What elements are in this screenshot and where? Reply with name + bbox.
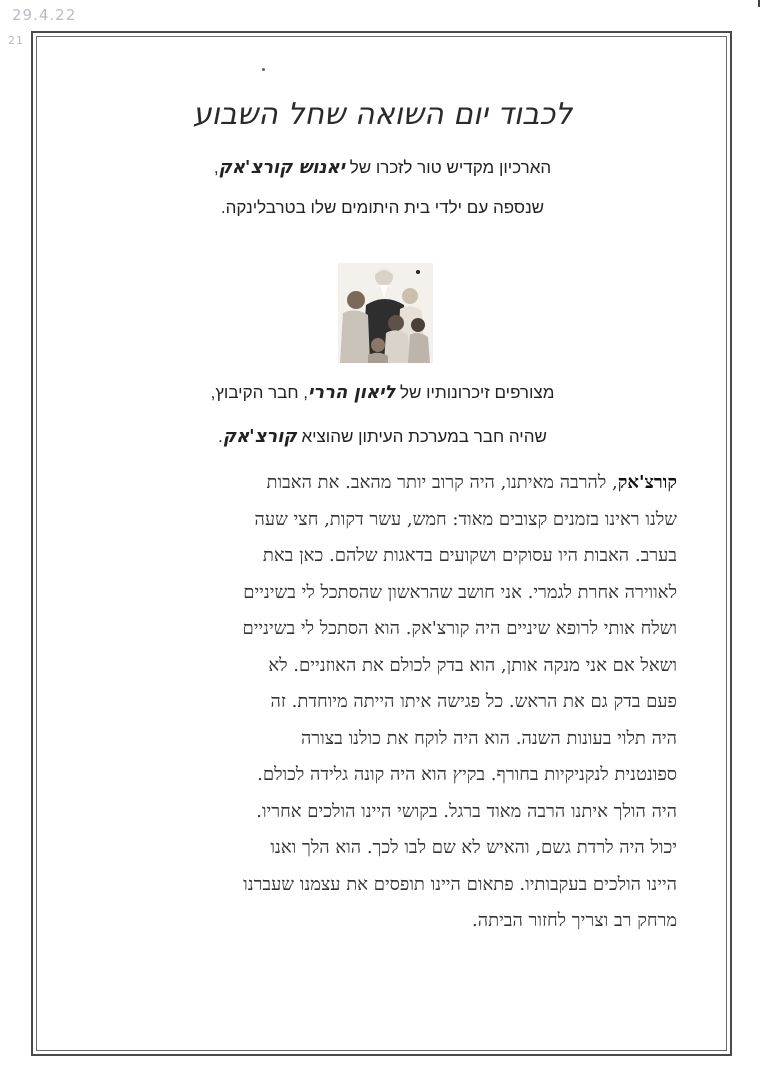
margin-page-number: 21 — [8, 34, 24, 47]
attribution-line-1 — [60, 382, 705, 404]
attribution-line2-name: קורצ'אק — [222, 426, 297, 447]
dedication-suffix: , — [213, 158, 219, 177]
body-line-11 — [95, 833, 677, 870]
body-line-5 — [95, 614, 677, 651]
body-line-9 — [95, 760, 677, 797]
header-section — [60, 95, 705, 219]
body-line-1 — [95, 468, 677, 505]
body-line-2-text: שלנו ראינו בזמנים קצובים מאוד: חמש, עשר דקות, חצי שעה — [254, 508, 677, 530]
body-line-12-text: היינו הולכים בעקבותיו. פתאום היינו תופסים את עצמנו שעברנו — [243, 873, 677, 895]
attribution-line2-suffix: . — [218, 427, 223, 446]
body-line-4 — [95, 578, 677, 615]
dedication-line-2: שנספה עם ילדי בית היתומים שלו בטרבלינקה. — [220, 198, 545, 217]
body-line-4-text: לאווירה אחרת לגמרי. אני חושב שהראשון שהסתכל לי בשיניים — [243, 581, 677, 603]
corner-mark — [758, 0, 760, 7]
body-line-13-text: מרחק רב וצריך לחזור הביתה. — [472, 910, 677, 931]
body-line-12 — [95, 870, 677, 907]
memoir-body — [95, 468, 677, 943]
scan-speck — [262, 68, 265, 71]
body-line-10 — [95, 797, 677, 834]
dedication-prefix: הארכיון מקדיש טור לזכרו של — [349, 158, 552, 177]
body-line-10-text: היה הולך איתנו הרבה מאוד ברגל. בקושי היינו הולכים אחריו. — [256, 800, 677, 822]
attribution-line2-prefix: שהיה חבר במערכת העיתון שהוציא — [301, 427, 547, 446]
body-line-7-text: פעם בדק גם את הראש. כל פגישה איתו הייתה מיוחדת. זה — [270, 691, 677, 712]
attribution-prefix: מצורפים זיכרונותיו של — [400, 383, 555, 402]
attribution-suffix: , חבר הקיבוץ, — [210, 383, 308, 402]
korczak-children-photo — [338, 263, 433, 363]
attribution-name: ליאון הררי — [308, 382, 396, 403]
body-line-6-text: ושאל אם אני מנקה אותן, הוא בדק לכולם את האוזניים. לא — [268, 654, 677, 676]
body-line-8 — [95, 724, 677, 761]
body-line-3-text: בערב. האבות היו עסוקים ושקועים בדאגות שלהם. כאן באת — [262, 545, 677, 566]
margin-date-note: 29.4.22 — [12, 6, 77, 24]
body-line-1-bold: קורצ'אק — [617, 472, 677, 493]
body-line-2 — [95, 505, 677, 542]
page-title: לכבוד יום השואה שחל השבוע — [192, 97, 573, 132]
body-line-11-text: יכול היה לרדת גשם, והאיש לא שם לבו לכך. הוא הלך ואנו — [270, 837, 677, 858]
body-line-1-text: , להרבה מאיתנו, היה קרוב יותר מהאב. את האבות — [266, 472, 618, 493]
dedication-name: יאנוש קורצ'אק — [218, 157, 345, 178]
body-line-6 — [95, 651, 677, 688]
attribution-line-2 — [60, 426, 705, 448]
body-line-7 — [95, 687, 677, 724]
body-line-8-text: היה תלוי בעונות השנה. הוא היה לוקח את כולנו בצורה — [300, 727, 677, 749]
body-line-5-text: ושלח אותי לרופא שיניים היה קורצ'אק. הוא הסתכל לי בשיניים — [242, 618, 677, 639]
body-line-3 — [95, 541, 677, 578]
body-line-9-text: ספונטנית לנקניקיות בחורף. בקיץ הוא היה קונה גלידה לכולם. — [257, 764, 677, 785]
body-line-13 — [95, 906, 677, 943]
dedication-line-1 — [60, 157, 705, 179]
